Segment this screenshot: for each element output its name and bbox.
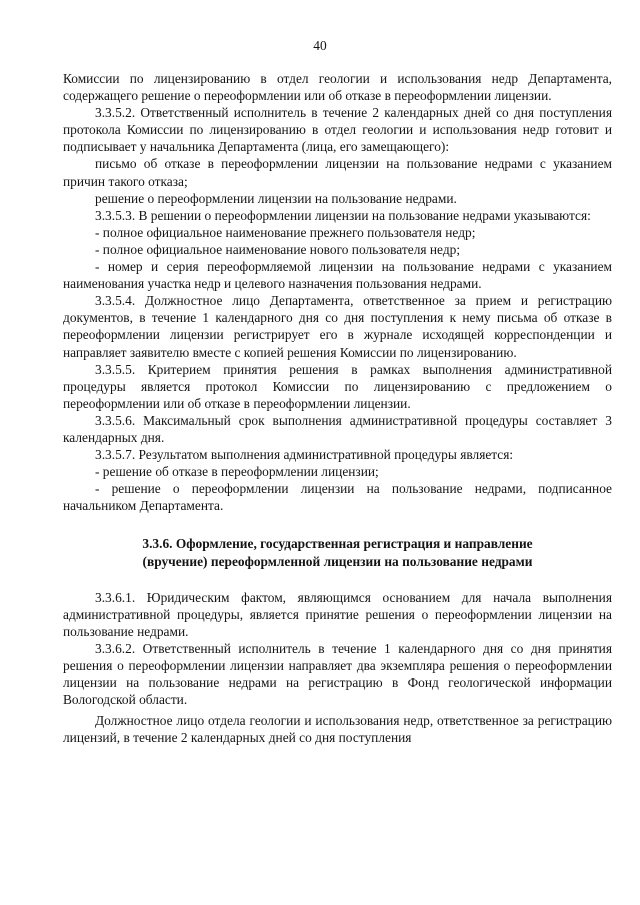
paragraph: Комиссии по лицензированию в отдел геологии и использования недр Департамента, содержащего решение о переоформлении или об отказе в переоформлении лицензии.	[63, 71, 612, 104]
document-body	[63, 70, 612, 746]
list-item: - полное официальное наименование нового пользователя недр;	[95, 241, 461, 257]
paragraph: 3.3.5.6. Максимальный срок выполнения административной процедуры составляет 3 календарных дня.	[63, 412, 612, 445]
paragraph: Должностное лицо отдела геологии и использования недр, ответственное за регистрацию лицензий, в течение 2 календарных дней со дня поступления	[63, 713, 612, 746]
paragraph: 3.3.6.2. Ответственный исполнитель в течение 1 календарного дня со дня принятия решения о переоформлении лицензии направляет два экземпляра решения о переоформлении лицензии на пользование недрами на регистрацию в Фонд геологической информации Вологодской области.	[63, 640, 612, 708]
section-heading-line2: (вручение) переоформленной лицензии на пользование недрами	[142, 553, 533, 569]
paragraph: 3.3.5.3. В решении о переоформлении лицензии на пользование недрами указываются:	[95, 207, 591, 223]
paragraph: 3.3.5.2. Ответственный исполнитель в течение 2 календарных дней со дня поступления протокола Комиссии по лицензированию в отдел геологии и использования недр готовит и подписывает у начальника Департамента (лица, его замещающего):	[63, 105, 612, 155]
list-item: - решение об отказе в переоформлении лицензии;	[95, 464, 379, 480]
paragraph: 3.3.6.1. Юридическим фактом, являющимся основанием для начала выполнения административной процедуры, является принятие решения о переоформлении лицензии на пользование недрами.	[63, 589, 612, 639]
page-number: 40	[313, 38, 327, 53]
paragraph: решение о переоформлении лицензии на пользование недрами.	[95, 190, 457, 206]
paragraph: письмо об отказе в переоформлении лицензии на пользование недрами с указанием причин такого отказа;	[63, 156, 612, 189]
paragraph: 3.3.5.4. Должностное лицо Департамента, ответственное за прием и регистрацию документов, в течение 1 календарного дня со дня поступления к нему письма об отказе в переоформлении лицензии регистрирует его в журнале исходящей корреспонденции и направляет заявителю вместе с копией решения Комиссии по лицензированию.	[63, 293, 612, 360]
paragraph: 3.3.5.5. Критерием принятия решения в рамках выполнения административной процедуры является протокол Комиссии по лицензированию с предложением о переоформлении или об отказе в переоформлении лицензии.	[63, 361, 612, 411]
list-item: - номер и серия переоформляемой лицензии на пользование недрами с указанием наименования участка недр и целевого назначения пользования недрами.	[63, 259, 612, 292]
section-heading-line1: 3.3.6. Оформление, государственная регистрация и направление	[142, 536, 533, 552]
section-heading	[63, 535, 612, 569]
list-item: - полное официальное наименование прежнего пользователя недр;	[95, 224, 476, 240]
paragraph: 3.3.5.7. Результатом выполнения административной процедуры является:	[95, 447, 514, 463]
list-item: - решение о переоформлении лицензии на пользование недрами, подписанное начальником Департамента.	[63, 481, 612, 514]
